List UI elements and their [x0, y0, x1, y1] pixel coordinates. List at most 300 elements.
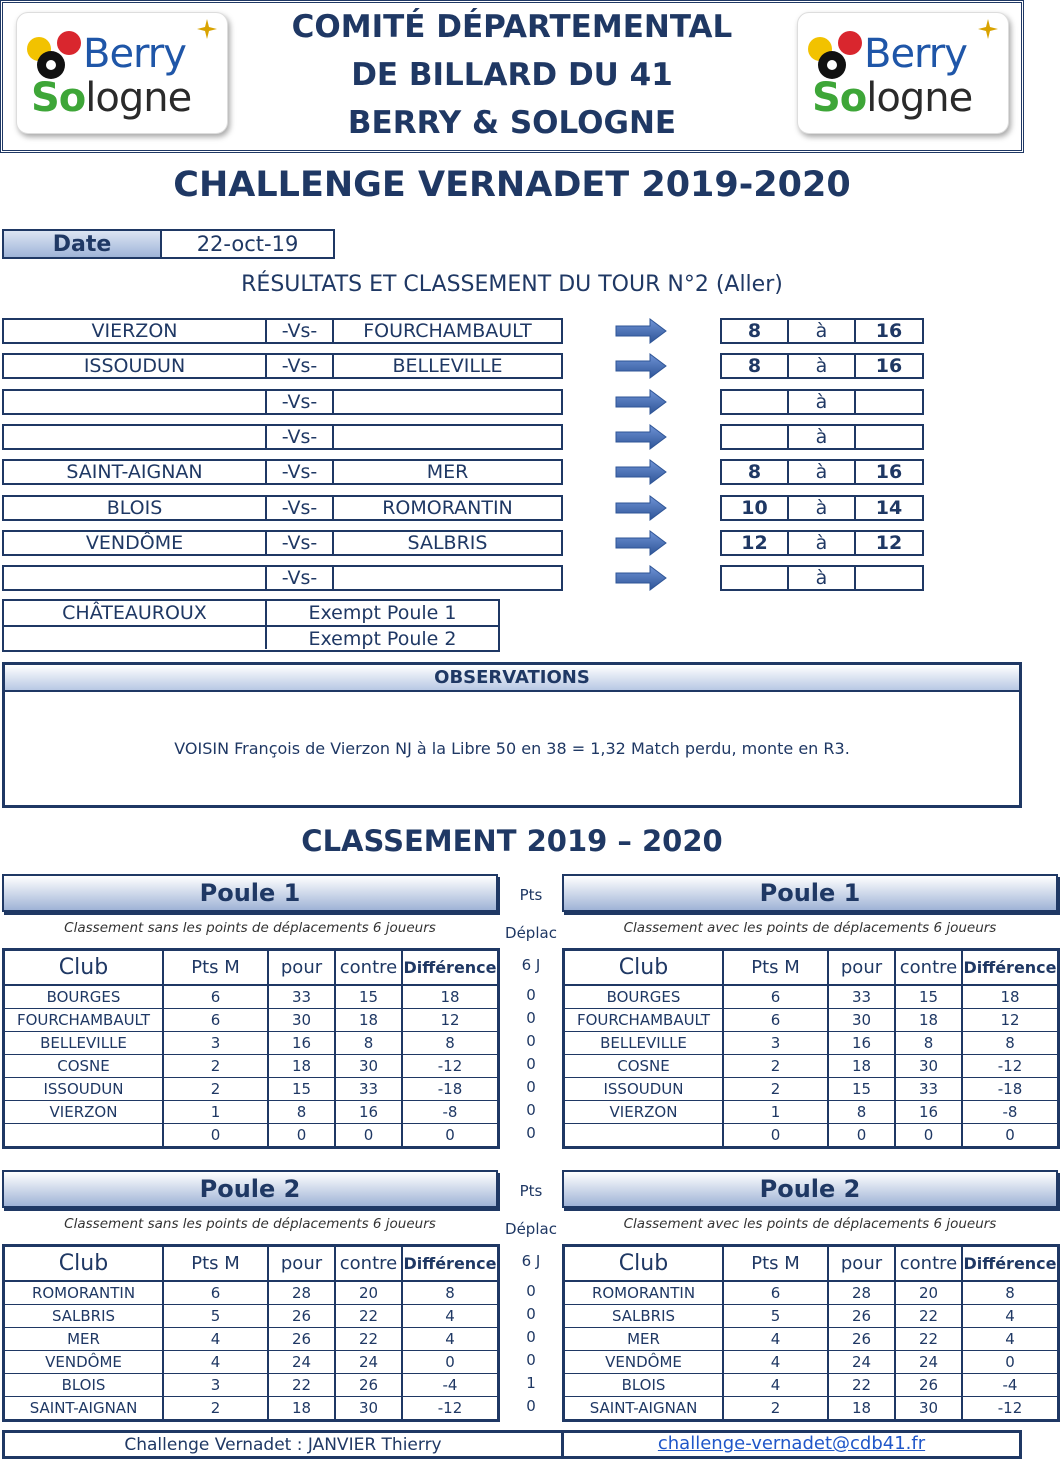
score-separator: à [789, 497, 856, 519]
poule-note-with-travel: Classement avec les points de déplacements 6 joueurs [623, 1216, 997, 1232]
table-cell: 22 [268, 1373, 335, 1396]
table-cell: 18 [335, 1008, 402, 1031]
away-team [334, 426, 561, 448]
column-header: pour [828, 951, 895, 985]
ranking-table-without-travel [2, 948, 500, 1149]
table-row [565, 1373, 1057, 1396]
table-cell: 18 [895, 1008, 962, 1031]
email-link[interactable]: challenge-vernadet@cdb41.fr [657, 1433, 926, 1454]
deplac-value: 0 [526, 1101, 536, 1119]
deplac-value: 0 [526, 1124, 536, 1142]
table-cell: 28 [828, 1281, 895, 1304]
score-separator: à [789, 320, 856, 342]
table-row [5, 1077, 497, 1100]
footer-contact: Challenge Vernadet : JANVIER Thierry [5, 1433, 564, 1456]
table-cell: SALBRIS [5, 1304, 163, 1327]
logo-word-berry: Berry [864, 31, 967, 77]
table-cell: 4 [163, 1327, 268, 1350]
table-cell: 18 [268, 1396, 335, 1419]
score-home: 12 [722, 532, 789, 554]
ranking-table-with-travel [562, 948, 1060, 1149]
table-cell: 30 [335, 1396, 402, 1419]
table-cell: 4 [163, 1350, 268, 1373]
deplac-value: 0 [526, 986, 536, 1004]
table-cell: ISSOUDUN [565, 1077, 723, 1100]
table-cell: 0 [895, 1123, 962, 1146]
column-header: contre [335, 1247, 402, 1281]
column-header: pour [268, 1247, 335, 1281]
column-header: Club [5, 951, 163, 985]
poule-note-without-travel: Classement sans les points de déplacements 6 joueurs [64, 1216, 436, 1232]
table-cell: 1 [163, 1100, 268, 1123]
table-cell: 6 [723, 1281, 828, 1304]
score-separator: à [789, 355, 856, 377]
table-row [565, 1031, 1057, 1054]
logo-word-berry: Berry [83, 31, 186, 77]
deplac-value: 0 [526, 1282, 536, 1300]
table-header-row [565, 1247, 1057, 1281]
table-cell: VENDÔME [5, 1350, 163, 1373]
table-cell: FOURCHAMBAULT [5, 1008, 163, 1031]
vs-label: -Vs- [267, 532, 334, 554]
column-header: pour [268, 951, 335, 985]
table-cell: 0 [962, 1123, 1057, 1146]
table-cell: FOURCHAMBAULT [565, 1008, 723, 1031]
table-cell: 15 [895, 985, 962, 1008]
score-separator: à [789, 391, 856, 413]
table-cell: BELLEVILLE [5, 1031, 163, 1054]
home-team: VENDÔME [4, 532, 267, 554]
deplac-value: 0 [526, 1305, 536, 1323]
away-team: FOURCHAMBAULT [363, 320, 532, 342]
score-home [722, 391, 789, 413]
table-cell: 22 [335, 1327, 402, 1350]
deplac-value: 0 [526, 1328, 536, 1346]
exempt-box [2, 599, 500, 652]
table-cell: 22 [828, 1373, 895, 1396]
table-cell: 6 [723, 985, 828, 1008]
table-cell: 28 [268, 1281, 335, 1304]
table-cell: 12 [402, 1008, 497, 1031]
away-team: BELLEVILLE [392, 355, 503, 377]
exempt-label: Exempt Poule 1 [308, 602, 457, 624]
match-row [2, 318, 563, 344]
table-cell: -12 [962, 1054, 1057, 1077]
table-cell: -12 [962, 1396, 1057, 1419]
exempt-row [4, 601, 498, 625]
pts-label: Pts [519, 1182, 543, 1200]
home-team: BLOIS [4, 497, 267, 519]
column-header: pour [828, 1247, 895, 1281]
journees-label: 6 J [521, 956, 541, 974]
column-header: Pts M [723, 1247, 828, 1281]
exempt-club: CHÂTEAUROUX [4, 601, 267, 625]
deplac-value: 0 [526, 1009, 536, 1027]
table-row [565, 1350, 1057, 1373]
table-cell: 22 [895, 1327, 962, 1350]
away-team: MER [426, 461, 469, 483]
table-cell: 30 [895, 1396, 962, 1419]
poule-note-with-travel: Classement avec les points de déplacements 6 joueurs [623, 920, 997, 936]
table-cell: BELLEVILLE [565, 1031, 723, 1054]
table-cell: BLOIS [5, 1373, 163, 1396]
table-cell: 8 [962, 1281, 1057, 1304]
table-cell: 6 [723, 1008, 828, 1031]
home-team: ISSOUDUN [4, 355, 267, 377]
table-cell: 16 [335, 1100, 402, 1123]
score-separator: à [789, 532, 856, 554]
date-label: Date [4, 231, 162, 257]
score-away [856, 567, 922, 589]
table-cell: 0 [163, 1123, 268, 1146]
table-cell: VENDÔME [565, 1350, 723, 1373]
table-cell: 5 [723, 1304, 828, 1327]
compass-star-icon [197, 19, 217, 39]
table-cell: MER [5, 1327, 163, 1350]
table-cell: 4 [402, 1304, 497, 1327]
table-cell: 33 [268, 985, 335, 1008]
table-cell: 2 [723, 1054, 828, 1077]
exempt-row [4, 625, 498, 649]
score-home: 8 [722, 320, 789, 342]
table-cell: 26 [268, 1327, 335, 1350]
table-row [565, 1281, 1057, 1304]
table-row [5, 1327, 497, 1350]
table-cell: 4 [962, 1304, 1057, 1327]
score-box [720, 424, 924, 450]
poule-note-without-travel: Classement sans les points de déplacements 6 joueurs [64, 920, 436, 936]
arrow-right-icon [616, 496, 666, 520]
table-cell: VIERZON [5, 1100, 163, 1123]
table-cell: 8 [335, 1031, 402, 1054]
table-cell: 26 [828, 1304, 895, 1327]
column-header: Club [565, 951, 723, 985]
table-row [565, 1054, 1057, 1077]
table-cell: 0 [268, 1123, 335, 1146]
home-team [4, 426, 267, 448]
table-row [5, 985, 497, 1008]
table-cell: 6 [163, 985, 268, 1008]
table-cell: 26 [828, 1327, 895, 1350]
score-box [720, 495, 924, 521]
table-cell: 0 [723, 1123, 828, 1146]
table-cell: 18 [268, 1054, 335, 1077]
table-cell: BOURGES [5, 985, 163, 1008]
table-row [565, 1100, 1057, 1123]
vs-label: -Vs- [267, 497, 334, 519]
table-row [5, 1100, 497, 1123]
table-cell: -4 [962, 1373, 1057, 1396]
table-cell: 15 [335, 985, 402, 1008]
match-row [2, 424, 563, 450]
table-row [5, 1350, 497, 1373]
table-cell: 12 [962, 1008, 1057, 1031]
date-box [2, 229, 335, 259]
table-cell: BOURGES [565, 985, 723, 1008]
table-cell: 4 [723, 1327, 828, 1350]
table-row [565, 985, 1057, 1008]
table-cell: 26 [268, 1304, 335, 1327]
score-away: 14 [875, 497, 903, 519]
table-row [5, 1031, 497, 1054]
table-cell: 24 [895, 1350, 962, 1373]
table-cell: 2 [163, 1054, 268, 1077]
exempt-club [4, 627, 267, 649]
table-cell: 8 [962, 1031, 1057, 1054]
table-header-row [5, 951, 497, 985]
score-away [856, 426, 922, 448]
table-cell: MER [565, 1327, 723, 1350]
table-cell: SAINT-AIGNAN [565, 1396, 723, 1419]
score-away [856, 391, 922, 413]
home-team [4, 391, 267, 413]
score-box [720, 459, 924, 485]
table-cell: 33 [335, 1077, 402, 1100]
score-away: 12 [875, 532, 903, 554]
table-cell: 33 [828, 985, 895, 1008]
table-cell: 8 [402, 1031, 497, 1054]
table-cell: 1 [723, 1100, 828, 1123]
table-cell: 26 [895, 1373, 962, 1396]
match-row [2, 353, 563, 379]
arrow-right-icon [616, 425, 666, 449]
home-team: VIERZON [4, 320, 267, 342]
observations-box [2, 662, 1022, 808]
table-cell: 16 [828, 1031, 895, 1054]
score-box [720, 530, 924, 556]
poule-title-without-travel: Poule 2 [2, 1170, 498, 1208]
away-team: SALBRIS [407, 532, 488, 554]
table-cell: 20 [895, 1281, 962, 1304]
ranking-table-without-travel [2, 1244, 500, 1422]
table-cell: 3 [163, 1373, 268, 1396]
table-cell: 26 [335, 1373, 402, 1396]
table-cell: 4 [402, 1327, 497, 1350]
table-row [5, 1123, 497, 1146]
table-cell: 6 [163, 1281, 268, 1304]
arrow-right-icon [616, 319, 666, 343]
home-team: SAINT-AIGNAN [4, 461, 267, 483]
table-cell: COSNE [565, 1054, 723, 1077]
vs-label: -Vs- [267, 391, 334, 413]
table-row [5, 1054, 497, 1077]
table-cell: 30 [335, 1054, 402, 1077]
table-cell: 3 [723, 1031, 828, 1054]
vs-label: -Vs- [267, 567, 334, 589]
header-line-3: BERRY & SOLOGNE [347, 105, 677, 141]
table-row [565, 1077, 1057, 1100]
score-away: 16 [875, 461, 903, 483]
logo-word-sologne: Sologne [812, 75, 973, 121]
home-team [4, 567, 267, 589]
logo-left [16, 12, 228, 134]
results-subtitle: RÉSULTATS ET CLASSEMENT DU TOUR N°2 (Aller) [241, 272, 783, 297]
column-header: contre [895, 951, 962, 985]
table-cell: 24 [268, 1350, 335, 1373]
pts-label: Pts [519, 886, 543, 904]
compass-star-icon [978, 19, 998, 39]
deplac-value: 1 [526, 1374, 536, 1392]
table-cell: 22 [335, 1304, 402, 1327]
table-cell: ROMORANTIN [5, 1281, 163, 1304]
table-row [5, 1373, 497, 1396]
table-cell [565, 1123, 723, 1146]
vs-label: -Vs- [267, 461, 334, 483]
table-row [565, 1396, 1057, 1419]
column-header: contre [335, 951, 402, 985]
table-row [565, 1123, 1057, 1146]
deplac-label: Déplac [505, 1220, 557, 1238]
column-header: contre [895, 1247, 962, 1281]
table-cell: 8 [828, 1100, 895, 1123]
deplac-value: 0 [526, 1032, 536, 1050]
table-cell: 2 [163, 1396, 268, 1419]
classement-title: CLASSEMENT 2019 – 2020 [301, 824, 723, 858]
score-separator: à [789, 567, 856, 589]
vs-label: -Vs- [267, 355, 334, 377]
footer [2, 1430, 1022, 1459]
score-box [720, 565, 924, 591]
table-cell: 30 [828, 1008, 895, 1031]
vs-label: -Vs- [267, 320, 334, 342]
table-cell: 30 [268, 1008, 335, 1031]
table-cell: 2 [723, 1396, 828, 1419]
table-cell: SAINT-AIGNAN [5, 1396, 163, 1419]
table-cell: 16 [268, 1031, 335, 1054]
poule-title-with-travel: Poule 2 [562, 1170, 1058, 1208]
match-row [2, 530, 563, 556]
observations-title: OBSERVATIONS [5, 665, 1019, 692]
table-cell: 4 [723, 1373, 828, 1396]
table-cell: 20 [335, 1281, 402, 1304]
arrow-right-icon [616, 566, 666, 590]
poule-title-without-travel: Poule 1 [2, 874, 498, 912]
deplac-value: 0 [526, 1397, 536, 1415]
table-cell: -8 [402, 1100, 497, 1123]
table-cell: 4 [962, 1327, 1057, 1350]
vs-label: -Vs- [267, 426, 334, 448]
table-cell [5, 1123, 163, 1146]
arrow-right-icon [616, 531, 666, 555]
table-cell: 22 [895, 1304, 962, 1327]
header-line-1: COMITÉ DÉPARTEMENTAL [291, 9, 733, 45]
table-header-row [5, 1247, 497, 1281]
away-team [334, 391, 561, 413]
score-away: 16 [875, 320, 903, 342]
score-home [722, 426, 789, 448]
table-cell: 30 [895, 1054, 962, 1077]
score-home [722, 567, 789, 589]
table-cell: 18 [828, 1396, 895, 1419]
table-cell: ISSOUDUN [5, 1077, 163, 1100]
table-cell: ROMORANTIN [565, 1281, 723, 1304]
table-cell: 4 [723, 1350, 828, 1373]
table-cell: -4 [402, 1373, 497, 1396]
table-cell: COSNE [5, 1054, 163, 1077]
table-cell: 18 [828, 1054, 895, 1077]
column-header: Différence [962, 1247, 1057, 1281]
table-row [5, 1304, 497, 1327]
table-cell: -18 [962, 1077, 1057, 1100]
table-cell: SALBRIS [565, 1304, 723, 1327]
score-home: 8 [722, 355, 789, 377]
score-separator: à [789, 426, 856, 448]
table-cell: 8 [402, 1281, 497, 1304]
table-cell: VIERZON [565, 1100, 723, 1123]
match-row [2, 495, 563, 521]
footer-email-cell [564, 1433, 1019, 1456]
column-header: Club [565, 1247, 723, 1281]
column-header: Pts M [163, 1247, 268, 1281]
away-team: ROMORANTIN [382, 497, 513, 519]
table-cell: 15 [828, 1077, 895, 1100]
table-cell: 0 [402, 1123, 497, 1146]
page-title: CHALLENGE VERNADET 2019-2020 [173, 165, 851, 205]
deplac-value: 0 [526, 1351, 536, 1369]
table-cell: -12 [402, 1396, 497, 1419]
table-row [565, 1327, 1057, 1350]
table-header-row [565, 951, 1057, 985]
table-cell: 15 [268, 1077, 335, 1100]
arrow-right-icon [616, 354, 666, 378]
table-cell: BLOIS [565, 1373, 723, 1396]
table-cell: 2 [723, 1077, 828, 1100]
table-cell: 0 [335, 1123, 402, 1146]
column-header: Différence [402, 1247, 497, 1281]
table-cell: 18 [962, 985, 1057, 1008]
score-box [720, 353, 924, 379]
column-header: Différence [962, 951, 1057, 985]
table-cell: 0 [828, 1123, 895, 1146]
score-box [720, 389, 924, 415]
score-box [720, 318, 924, 344]
deplac-value: 0 [526, 1055, 536, 1073]
arrow-right-icon [616, 390, 666, 414]
table-cell: -12 [402, 1054, 497, 1077]
logo-word-sologne: Sologne [31, 75, 192, 121]
table-cell: 8 [268, 1100, 335, 1123]
table-cell: 24 [335, 1350, 402, 1373]
table-cell: 0 [962, 1350, 1057, 1373]
table-cell: 16 [895, 1100, 962, 1123]
arrow-right-icon [616, 460, 666, 484]
logo-right [797, 12, 1009, 134]
column-header: Différence [402, 951, 497, 985]
observations-text: VOISIN François de Vierzon NJ à la Libre 50 en 38 = 1,32 Match perdu, monte en R3. [174, 739, 850, 758]
table-cell: -8 [962, 1100, 1057, 1123]
table-cell: 0 [402, 1350, 497, 1373]
table-row [5, 1008, 497, 1031]
table-cell: 18 [402, 985, 497, 1008]
exempt-label: Exempt Poule 2 [308, 628, 457, 650]
table-cell: 6 [163, 1008, 268, 1031]
header-line-2: DE BILLARD DU 41 [351, 57, 673, 93]
date-value: 22-oct-19 [196, 232, 299, 256]
ranking-table-with-travel [562, 1244, 1060, 1422]
away-team [334, 567, 561, 589]
table-row [5, 1396, 497, 1419]
column-header: Club [5, 1247, 163, 1281]
column-header: Pts M [163, 951, 268, 985]
deplac-label: Déplac [505, 924, 557, 942]
match-row [2, 389, 563, 415]
score-home: 8 [722, 461, 789, 483]
poule-title-with-travel: Poule 1 [562, 874, 1058, 912]
table-cell: 8 [895, 1031, 962, 1054]
table-cell: 2 [163, 1077, 268, 1100]
score-home: 10 [722, 497, 789, 519]
table-cell: 24 [828, 1350, 895, 1373]
